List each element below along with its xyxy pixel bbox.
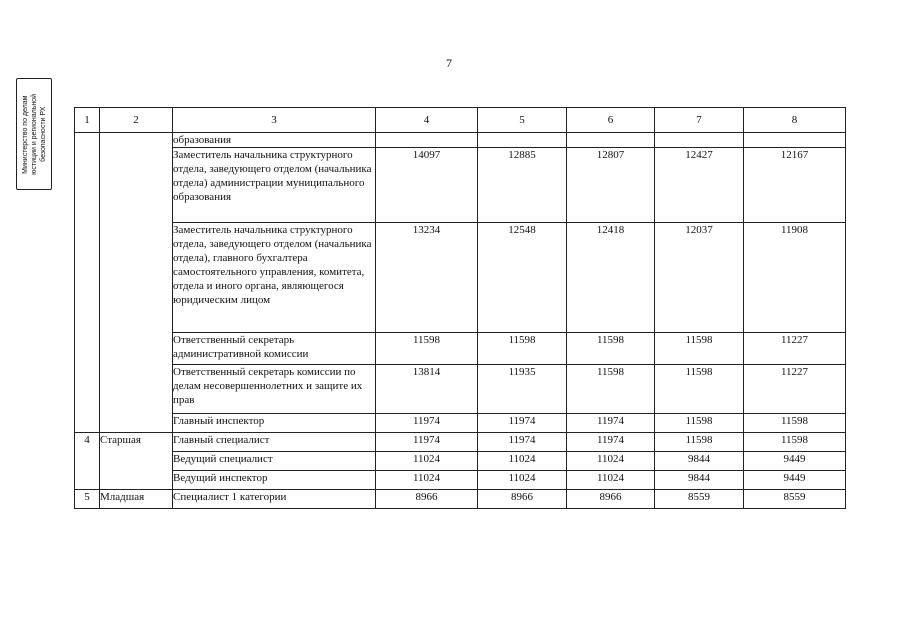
salary-value: 12548	[478, 223, 567, 333]
header-row	[75, 108, 846, 133]
salary-value: 11974	[376, 414, 478, 433]
page-number: 7	[446, 56, 452, 70]
salary-value: 9449	[744, 471, 846, 490]
header-cell: 4	[376, 108, 478, 133]
group-number	[75, 133, 100, 433]
position-title: Специалист 1 категории	[173, 490, 376, 509]
salary-value: 11974	[478, 433, 567, 452]
table-row	[75, 148, 846, 223]
header-cell: 3	[173, 108, 376, 133]
table-row	[75, 333, 846, 365]
salary-value: 11974	[478, 414, 567, 433]
position-title: Ведущий инспектор	[173, 471, 376, 490]
salary-value: 11598	[655, 333, 744, 365]
salary-value: 11227	[744, 333, 846, 365]
group-number: 4	[75, 433, 100, 490]
table-row	[75, 365, 846, 414]
group-name: Младшая	[100, 490, 173, 509]
salary-value: 11598	[744, 433, 846, 452]
salary-value	[744, 133, 846, 148]
position-title: Ответственный секретарь административной комиссии	[173, 333, 376, 365]
salary-value	[655, 133, 744, 148]
table-row	[75, 133, 846, 148]
salary-value: 9844	[655, 452, 744, 471]
position-title: Ведущий специалист	[173, 452, 376, 471]
salary-value: 12807	[567, 148, 655, 223]
salary-value: 11024	[478, 452, 567, 471]
salary-value: 11974	[376, 433, 478, 452]
salary-value: 11974	[567, 433, 655, 452]
salary-value: 9449	[744, 452, 846, 471]
salary-value: 11908	[744, 223, 846, 333]
salary-value: 11598	[567, 333, 655, 365]
salary-value: 8966	[376, 490, 478, 509]
table-body	[75, 133, 846, 509]
salary-value: 11024	[567, 452, 655, 471]
salary-value: 12167	[744, 148, 846, 223]
header-cell: 2	[100, 108, 173, 133]
salary-value	[567, 133, 655, 148]
group-name	[100, 133, 173, 433]
salary-value: 14097	[376, 148, 478, 223]
table-row	[75, 433, 846, 452]
salary-value: 12885	[478, 148, 567, 223]
position-title: Главный специалист	[173, 433, 376, 452]
salary-value: 11598	[376, 333, 478, 365]
salary-value: 12427	[655, 148, 744, 223]
salary-value: 11598	[655, 414, 744, 433]
salary-table	[74, 107, 846, 509]
salary-value: 11598	[478, 333, 567, 365]
table-row	[75, 414, 846, 433]
salary-value: 11935	[478, 365, 567, 414]
salary-value: 11598	[655, 365, 744, 414]
salary-value: 8559	[744, 490, 846, 509]
salary-value: 13234	[376, 223, 478, 333]
salary-value: 8966	[478, 490, 567, 509]
salary-value: 12418	[567, 223, 655, 333]
salary-value	[478, 133, 567, 148]
salary-value: 11227	[744, 365, 846, 414]
salary-value: 8966	[567, 490, 655, 509]
salary-value: 11024	[376, 452, 478, 471]
table-row	[75, 490, 846, 509]
salary-value: 9844	[655, 471, 744, 490]
position-title: Заместитель начальника структурного отдела, заведующего отделом (начальника отдела), главного бухгалтера самостоятельного управления, комитета, отдела и иного органа, являющегося юридическим лицом	[173, 223, 376, 333]
header-cell: 1	[75, 108, 100, 133]
group-name: Старшая	[100, 433, 173, 490]
salary-value: 11598	[744, 414, 846, 433]
salary-value: 13814	[376, 365, 478, 414]
table-row	[75, 452, 846, 471]
group-number: 5	[75, 490, 100, 509]
header-cell: 7	[655, 108, 744, 133]
stamp-text: Министерство по делам юстиции и региональной безопасности РХ	[21, 93, 47, 175]
registration-stamp	[16, 78, 52, 190]
position-title: образования	[173, 133, 376, 148]
salary-value: 11024	[376, 471, 478, 490]
salary-value: 12037	[655, 223, 744, 333]
position-title: Ответственный секретарь комиссии по делам несовершеннолетних и защите их прав	[173, 365, 376, 414]
salary-value: 11024	[567, 471, 655, 490]
table-row	[75, 471, 846, 490]
salary-value: 11024	[478, 471, 567, 490]
salary-value: 11598	[655, 433, 744, 452]
header-cell: 5	[478, 108, 567, 133]
salary-value	[376, 133, 478, 148]
table-row	[75, 223, 846, 333]
position-title: Заместитель начальника структурного отдела, заведующего отделом (начальника отдела) администрации муниципального образования	[173, 148, 376, 223]
header-cell: 8	[744, 108, 846, 133]
salary-value: 11598	[567, 365, 655, 414]
position-title: Главный инспектор	[173, 414, 376, 433]
header-cell: 6	[567, 108, 655, 133]
salary-value: 8559	[655, 490, 744, 509]
salary-value: 11974	[567, 414, 655, 433]
